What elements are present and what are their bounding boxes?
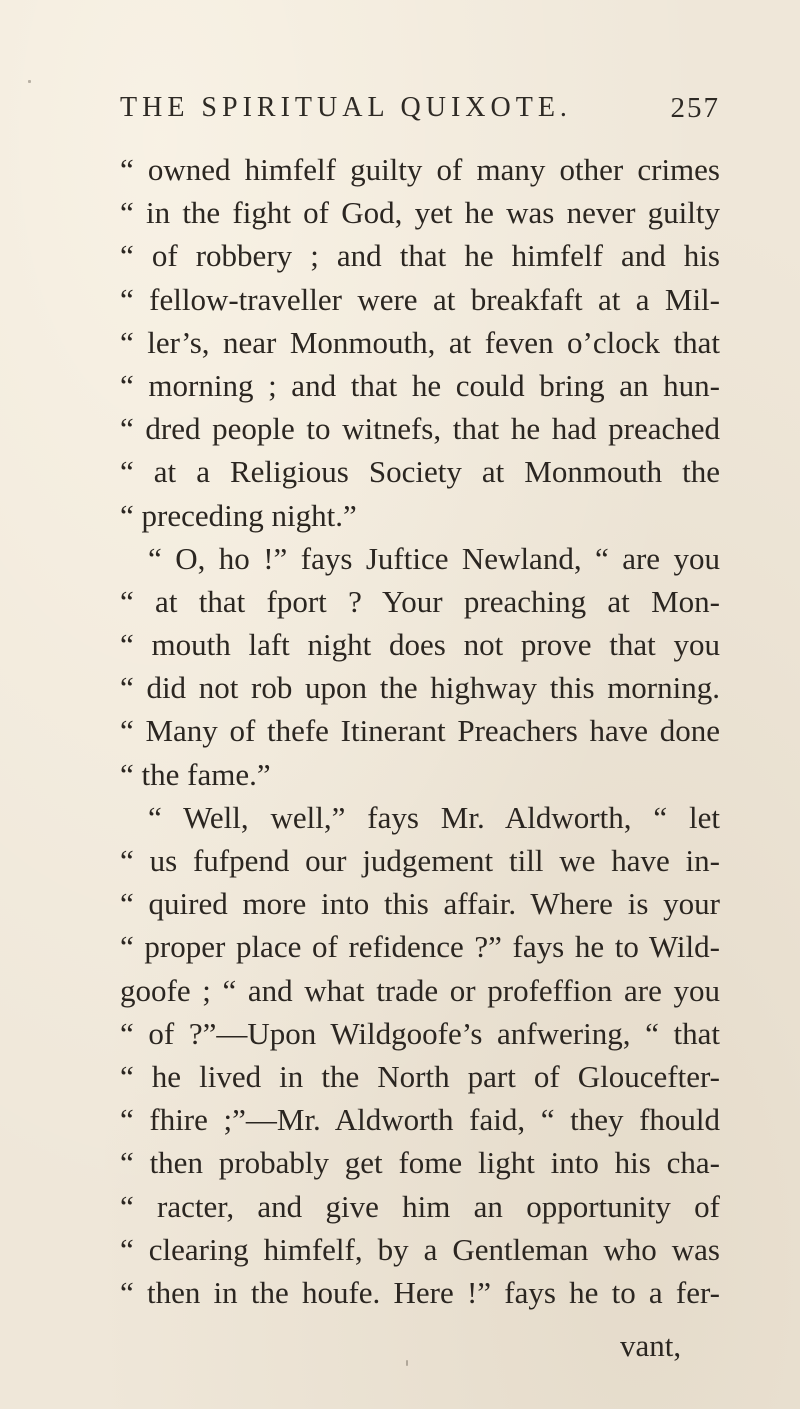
text-line: “ dred people to witnefs, that he had preached — [120, 411, 720, 447]
text-line: “ Many of thefe Itinerant Preachers have done — [120, 713, 720, 749]
text-line: “ in the fight of God, yet he was never guilty — [120, 195, 720, 231]
text-line: “ the fame.” — [120, 756, 271, 792]
paper-speck — [28, 80, 31, 83]
body-text — [120, 148, 720, 1314]
text-line: “ fellow-traveller were at breakfaft at a Mil- — [120, 281, 720, 317]
text-line: “ he lived in the North part of Gloucefter- — [120, 1058, 720, 1094]
running-title: THE SPIRITUAL QUIXOTE. — [120, 92, 572, 123]
paper-speck — [406, 1360, 408, 1366]
text-line: “ mouth laft night does not prove that you — [120, 627, 720, 663]
text-line: “ quired more into this affair. Where is your — [120, 886, 720, 922]
text-line: goofe ; “ and what trade or profeffion are you — [120, 972, 720, 1008]
text-line: “ at a Religious Society at Monmouth the — [120, 454, 720, 490]
text-line: “ of ?”—Upon Wildgoofe’s anfwering, “ that — [120, 1015, 720, 1051]
page-number: 257 — [670, 92, 720, 124]
text-line: “ of robbery ; and that he himfelf and his — [120, 238, 720, 274]
text-line: “ clearing himfelf, by a Gentleman who was — [120, 1231, 720, 1267]
text-line: “ ler’s, near Monmouth, at feven o’clock that — [120, 324, 720, 360]
text-line: “ at that fport ? Your preaching at Mon- — [120, 583, 720, 619]
text-line: “ racter, and give him an opportunity of — [120, 1188, 720, 1224]
text-line: “ then probably get fome light into his cha- — [120, 1145, 720, 1181]
text-line: “ us fufpend our judgement till we have in- — [120, 843, 720, 878]
text-line: “ then in the houfe. Here !” fays he to a fer- — [120, 1274, 720, 1310]
text-line: “ morning ; and that he could bring an hun- — [120, 367, 720, 403]
text-line: “ Well, well,” fays Mr. Aldworth, “ let — [148, 799, 720, 835]
text-line: “ proper place of refidence ?” fays he to Wild- — [120, 929, 720, 965]
catchword: vant, — [620, 1328, 682, 1363]
text-line: “ preceding night.” — [120, 497, 357, 533]
text-line: “ O, ho !” fays Juftice Newland, “ are you — [148, 540, 720, 576]
text-line: “ owned himfelf guilty of many other crimes — [120, 152, 720, 187]
text-line: “ did not rob upon the highway this morning. — [120, 670, 720, 706]
text-line: “ fhire ;”—Mr. Aldworth faid, “ they fhould — [120, 1102, 720, 1138]
page-header — [120, 92, 720, 132]
